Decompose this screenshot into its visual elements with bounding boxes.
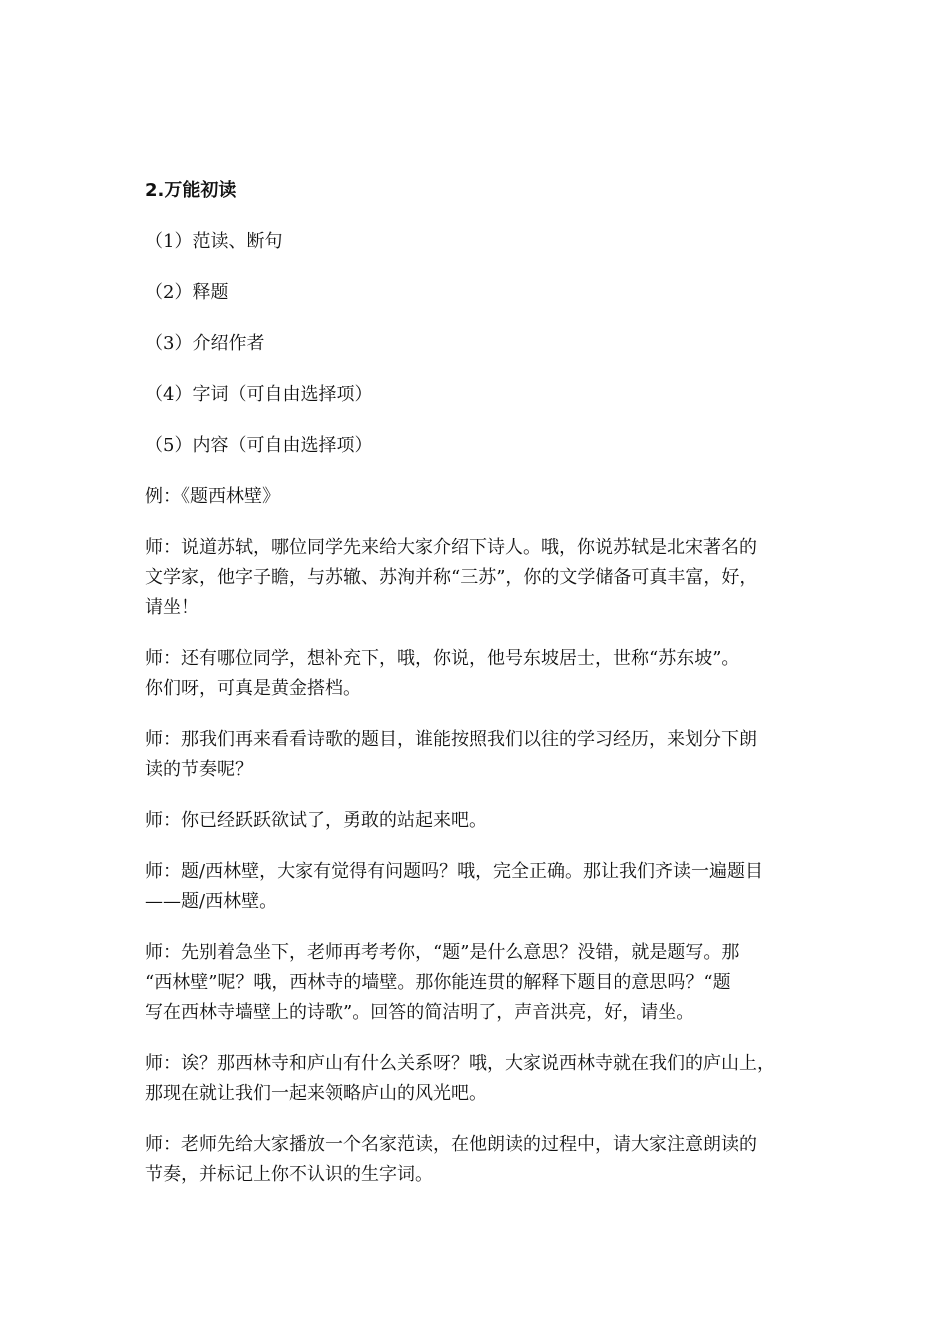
paragraph-line: 师：先别着急坐下，老师再考考你，“题”是什么意思？没错，就是题写。那 [145,942,740,963]
paragraph-line: 你们呀，可真是黄金搭档。 [145,678,361,699]
paragraph-line: ——题/西林壁。 [145,891,278,912]
step-item: （1）范读、断句 [145,231,283,252]
dialogue-paragraph [145,644,813,704]
paragraph-line: 师：那我们再来看看诗歌的题目，谁能按照我们以往的学习经历，来划分下朗 [145,729,757,750]
dialogue-paragraph [145,938,813,1028]
dialogue-paragraph [145,725,813,785]
paragraph-line: 那现在就让我们一起来领略庐山的风光吧。 [145,1083,487,1104]
paragraph-line: 师：说道苏轼，哪位同学先来给大家介绍下诗人。哦，你说苏轼是北宋著名的 [145,537,757,558]
dialogue-paragraph [145,857,813,917]
paragraph-line: 师：还有哪位同学，想补充下，哦，你说，他号东坡居士，世称“苏东坡”。 [145,648,740,669]
step-item: （3）介绍作者 [145,333,265,354]
paragraph-line: 师：诶？那西林寺和庐山有什么关系呀？哦，大家说西林寺就在我们的庐山上， [145,1053,775,1074]
document-body [145,176,813,1211]
dialogue-paragraph [145,1049,813,1109]
step-item: （4）字词（可自由选择项） [145,384,373,405]
paragraph-line: “西林壁”呢？哦，西林寺的墙壁。那你能连贯的解释下题目的意思吗？“题 [145,972,731,993]
step-item: （2）释题 [145,282,229,303]
dialogue-paragraph [145,1130,813,1190]
section-heading: 2.万能初读 [145,180,237,201]
dialogue-paragraph [145,806,813,836]
paragraph-line: 文学家，他字子瞻，与苏辙、苏洵并称“三苏”，你的文学储备可真丰富，好， [145,567,758,588]
paragraph-line: 节奏，并标记上你不认识的生字词。 [145,1164,433,1185]
example-title: 例：《题西林壁》 [145,486,280,507]
dialogue-paragraph [145,533,813,623]
paragraph-line: 师：题/西林壁，大家有觉得有问题吗？哦，完全正确。那让我们齐读一遍题目 [145,861,764,882]
step-item: （5）内容（可自由选择项） [145,435,373,456]
paragraph-line: 师：老师先给大家播放一个名家范读，在他朗读的过程中，请大家注意朗读的 [145,1134,757,1155]
paragraph-line: 师：你已经跃跃欲试了，勇敢的站起来吧。 [145,810,487,831]
paragraph-line: 请坐！ [145,597,199,618]
paragraph-line: 写在西林寺墙壁上的诗歌”。回答的简洁明了，声音洪亮，好，请坐。 [145,1002,695,1023]
paragraph-line: 读的节奏呢？ [145,759,253,780]
